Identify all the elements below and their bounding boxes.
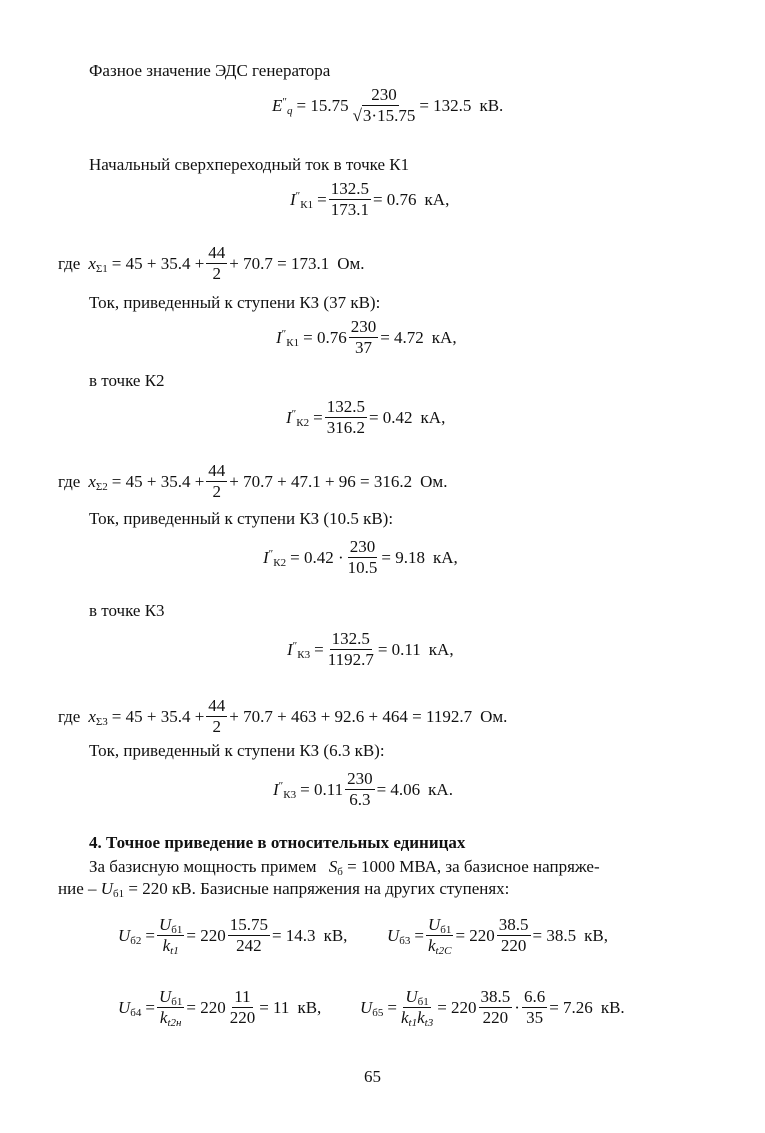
eq1-fraction: $\frac{230}{√3\cdot 15.75}$ [352,85,416,125]
u5-fraction-2: $\frac{38.5}{220}$ [480,987,511,1027]
equation-ik3-63: $I''_{К3}$ = 0.11 $\frac{230}{6.3}$ = 4.06 кА. [273,769,453,809]
equation-x-sigma2: где $x_{\Sigma 2}$ = 45 + 35.4 + $\frac{44}{2}$ + 70.7 + 47.1 + 96 = 316.2 Ом. [58,461,448,501]
point-k2-label: в точке К2 [89,371,165,390]
u4-fraction-2: $\frac{11}{220}$ [229,987,256,1027]
equation-u-b3: $U_{б3}$ = $\frac{U_{б1}}{k_{t2С}}$ = 220 $\frac{38.5}{220}$ = 38.5 кВ, [387,915,608,957]
eq1-coef: = 15.75 [296,95,349,115]
base-voltage-line: ние – $U_{б1} = 220$ кВ. Базисные напряжения на других ступенях: [58,879,510,900]
eq6-fraction: $\frac{44}{2}$ [208,461,226,501]
u2-fraction-1: $\frac{U_{б1}}{k_{t1}}$ [158,915,183,957]
equation-u-b5: $U_{б5}$ = $\frac{U_{б1}}{k_{t1}k_{t3}}$ = 220 $\frac{38.5}{220}$ · $\frac{6.6}{35}$ = 7.26 кВ. [360,987,625,1029]
eq3-fraction: $\frac{44}{2}$ [208,243,226,283]
section-heading: 4. Точное приведение в относительных единицах [89,833,466,852]
eq10-fraction: $\frac{230}{6.3}$ [347,769,373,809]
base-power-line: За базисную мощность примем $S_б = 1000$ МВА, за базисное напряже- [89,857,600,878]
step-63-label: Ток, приведенный к ступени КЗ (6.3 кВ): [89,741,385,760]
equation-x-sigma1: где $x_{\Sigma 1}$ = 45 + 35.4 + $\frac{44}{2}$ + 70.7 = 173.1 Ом. [58,243,365,283]
equation-emf [272,86,503,125]
equation-u-b4: $U_{б4}$ = $\frac{U_{б1}}{k_{t2н}}$ = 220 $\frac{11}{220}$ = 11 кВ, [118,987,322,1029]
equation-ik2: $I''_{К2}$ = $\frac{132.5}{316.2}$ = 0.42 кА, [286,397,446,437]
point-k3-label: в точке К3 [89,601,165,620]
u5-fraction-1: $\frac{U_{б1}}{k_{t1}k_{t3}}$ [400,987,434,1029]
where-word: где [58,253,81,273]
page-number: 65 [364,1067,381,1086]
eq7-fraction: $\frac{230}{10.5}$ [347,537,378,577]
eq1-result: = 132.5 [419,95,472,115]
where-word: где [58,706,81,726]
eq2-lhs: $I''_{К1}$ [290,189,314,211]
u3-fraction-1: $\frac{U_{б1}}{k_{t2С}}$ [427,915,452,957]
step-105-label: Ток, приведенный к ступени КЗ (10.5 кВ): [89,509,394,528]
equation-u-b2: $U_{б2}$ = $\frac{U_{б1}}{k_{t1}}$ = 220 $\frac{15.75}{242}$ = 14.3 кВ, [118,915,348,957]
where-word: где [58,471,81,491]
eq4-fraction: $\frac{230}{37}$ [350,317,377,357]
equation-ik1: $I''_{К1}$ = $\frac{132.5}{173.1}$ = 0.76 кА, [290,179,450,219]
equation-x-sigma3: где $x_{\Sigma 3}$ = 45 + 35.4 + $\frac{44}{2}$ + 70.7 + 463 + 92.6 + 464 = 1192.7 Ом. [58,696,508,736]
equation-ik2-105: $I''_{К2}$ = 0.42 · $\frac{230}{10.5}$ = 9.18 кА, [263,537,458,577]
k1-current-label: Начальный сверхпереходный ток в точке К1 [89,155,410,174]
eq2-fraction: $\frac{132.5}{173.1}$ [330,179,369,219]
equation-ik3: $I''_{К3}$ = $\frac{132.5}{1192.7}$ = 0.11 кА, [287,629,454,669]
eq9-fraction: $\frac{44}{2}$ [208,696,226,736]
equation-ik1-37: $I''_{К1}$ = 0.76 $\frac{230}{37}$ = 4.72 кА, [276,317,457,357]
eq1-unit: кВ. [479,95,504,115]
u5-fraction-3: $\frac{6.6}{35}$ [523,987,546,1027]
eq8-fraction: $\frac{132.5}{1192.7}$ [327,629,374,669]
u2-fraction-2: $\frac{15.75}{242}$ [229,915,268,955]
u4-fraction-1: $\frac{U_{б1}}{k_{t2н}}$ [158,987,183,1029]
step-37-label: Ток, приведенный к ступени КЗ (37 кВ): [89,293,381,312]
phase-emf-label: Фазное значение ЭДС генератора [89,61,331,80]
u3-fraction-2: $\frac{38.5}{220}$ [498,915,529,955]
eq5-fraction: $\frac{132.5}{316.2}$ [326,397,365,437]
eq1-lhs: $E''_q$ [272,95,293,117]
